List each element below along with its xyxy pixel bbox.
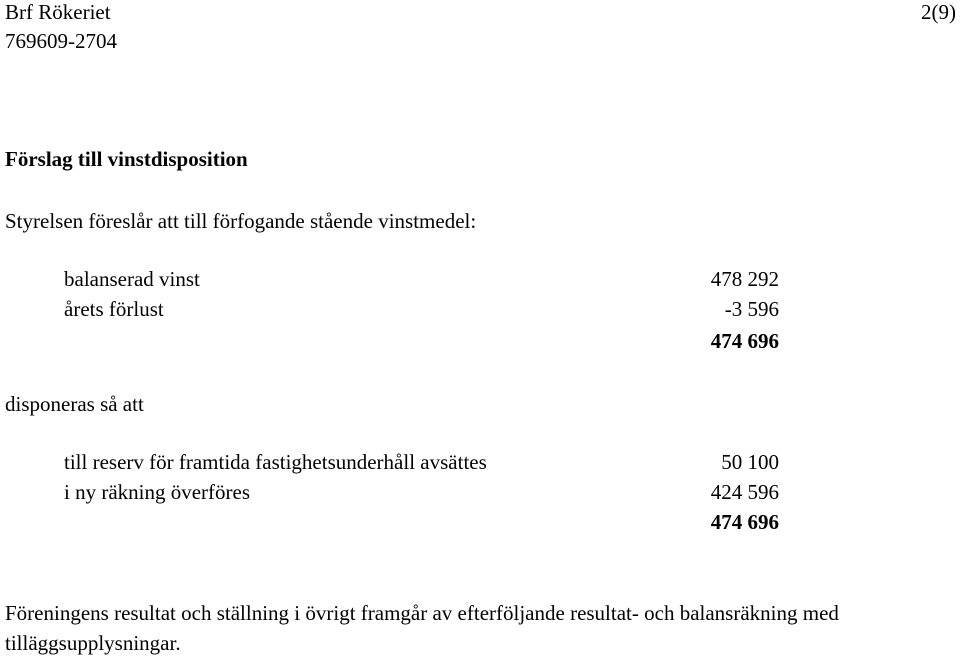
disposition-row-value: 424 596 bbox=[710, 480, 779, 504]
disposition-row-label: till reserv för framtida fastighetsunderhåll avsättes bbox=[64, 450, 487, 474]
organization-name: Brf Rökeriet bbox=[5, 0, 111, 24]
section-intro: Styrelsen föreslår att till förfogande stående vinstmedel: bbox=[5, 209, 477, 233]
section-title: Förslag till vinstdisposition bbox=[5, 147, 248, 171]
disposition-row-label: i ny räkning överföres bbox=[64, 480, 251, 504]
available-row-label: årets förlust bbox=[64, 297, 164, 321]
disposition-heading: disponeras så att bbox=[5, 392, 144, 416]
available-row-label: balanserad vinst bbox=[64, 267, 200, 291]
footer-note: Föreningens resultat och ställning i övrigt framgår av efterföljande resultat- och balansräkning med tilläggsupplysningar. bbox=[5, 601, 839, 655]
available-row-value: -3 596 bbox=[724, 297, 779, 321]
available-row-value: 478 292 bbox=[710, 267, 779, 291]
disposition-row-value: 50 100 bbox=[721, 450, 779, 474]
organization-number: 769609-2704 bbox=[5, 29, 117, 53]
available-total: 474 696 bbox=[710, 329, 779, 353]
page-number: 2(9) bbox=[921, 0, 956, 24]
disposition-total: 474 696 bbox=[710, 510, 779, 534]
